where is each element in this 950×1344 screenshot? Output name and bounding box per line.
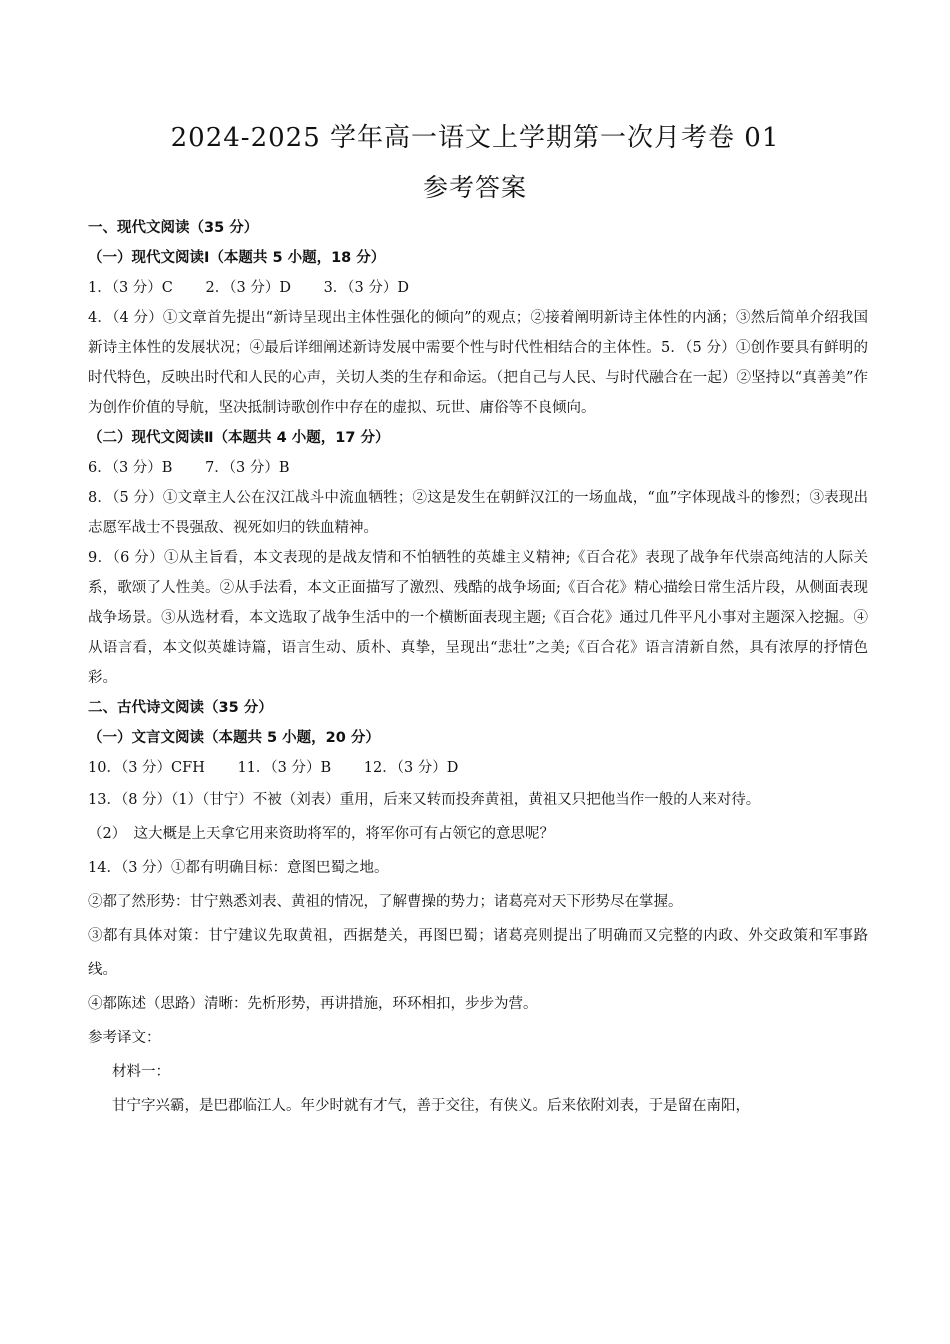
section-heading-classical-reading: 二、古代诗文阅读（35 分） [88,700,273,716]
answer-q4-q5: 4．（4 分）①文章首先提出“新诗呈现出主体性强化的倾向”的观点；②接着阐明新诗主体性的内涵；③然后简单介绍我国新诗主体性的发展状况；④最后详细阐述新诗发展中需要个性与时代性相结合的主体性。5．（5 分）①创作要具有鲜明的时代特色，反映出时代和人民的心声，关切人类的生存和命运。（把自己与人民、与时代融合在一起）②坚持以“真善美”作为创作价值的导航，坚决抵制诗歌创作中存在的虚拟、玩世、庸俗等不良倾向。 [88,310,868,416]
answer-q10: 10．（3 分）CFH [88,760,205,776]
answer-q8: 8．（5 分）①文章主人公在汉江战斗中流血牺牲；②这是发生在朝鲜汉江的一场血战，“血”字体现战斗的惨烈；③表现出志愿军战士不畏强敌、视死如归的铁血精神。 [88,490,868,536]
subsection-heading-classical-prose: （一）文言文阅读（本题共 5 小题，20 分） [88,730,380,746]
answer-q13-part2: （2） 这大概是上天拿它用来资助将军的，将军你可有占领它的意思呢？ [88,826,554,842]
answers-q1-q3 [88,273,868,303]
answer-q14-point1: 14．（3 分）①都有明确目标：意图巴蜀之地。 [88,860,389,876]
answer-q9: 9．（6 分）①从主旨看，本文表现的是战友情和不怕牺牲的英雄主义精神;《百合花》表现了战争年代崇高纯洁的人际关系，歌颂了人性美。②从手法看，本文正面描写了激烈、残酷的战争场面;《百合花》精心描绘日常生活片段，从侧面表现战争场景。③从选材看，本文选取了战争生活中的一个横断面表现主题;《百合花》通过几件平凡小事对主题深入挖掘。④从语言看，本文似英雄诗篇，语言生动、质朴、真挚，呈现出“悲壮”之美;《百合花》语言清新自然，具有浓厚的抒情色彩。 [88,550,868,686]
subsection-heading-modern-reading-1: （一）现代文阅读Ⅰ（本题共 5 小题，18 分） [88,250,386,266]
answer-q1: 1．（3 分）C [88,280,173,296]
subsection-heading-modern-reading-2: （二）现代文阅读Ⅱ（本题共 4 小题，17 分） [88,430,390,446]
reference-translation-label: 参考译文： [88,1030,161,1046]
answer-q14-point3: ③都有具体对策：甘宁建议先取黄祖，西据楚关，再图巴蜀；诸葛亮则提出了明确而又完整的内政、外交政策和军事路线。 [88,928,868,978]
page-subtitle: 参考答案 [422,173,527,202]
answers-q6-q7 [88,453,868,483]
answer-q14-point2: ②都了然形势：甘宁熟悉刘表、黄祖的情况，了解曹操的势力；诸葛亮对天下形势尽在掌握。 [88,894,683,910]
section-heading-modern-reading: 一、现代文阅读（35 分） [88,220,259,236]
material-one-label: 材料一： [112,1064,170,1080]
answer-q6: 6．（3 分）B [88,460,173,476]
answer-body [88,213,868,1123]
answer-q2: 2．（3 分）D [205,280,291,296]
answer-q14-point4: ④都陈述（思路）清晰：先析形势，再讲措施，环环相扣，步步为营。 [88,996,538,1012]
answer-q7: 7．（3 分）B [205,460,290,476]
answer-q13-part1: 13．（8 分）（1）（甘宁）不被（刘表）重用，后来又转而投奔黄祖，黄祖又只把他当作一般的人来对待。 [88,792,761,808]
answer-q12: 12．（3 分）D [363,760,459,776]
answer-q3: 3．（3 分）D [323,280,409,296]
page-title: 2024-2025 学年高一语文上学期第一次月考卷 01 [170,123,780,153]
answer-q11: 11．（3 分）B [237,760,332,776]
answers-q10-q12 [88,753,868,783]
translation-paragraph: 甘宁字兴霸，是巴郡临江人。年少时就有才气，善于交往，有侠义。后来依附刘表，于是留在南阳， [112,1098,750,1114]
